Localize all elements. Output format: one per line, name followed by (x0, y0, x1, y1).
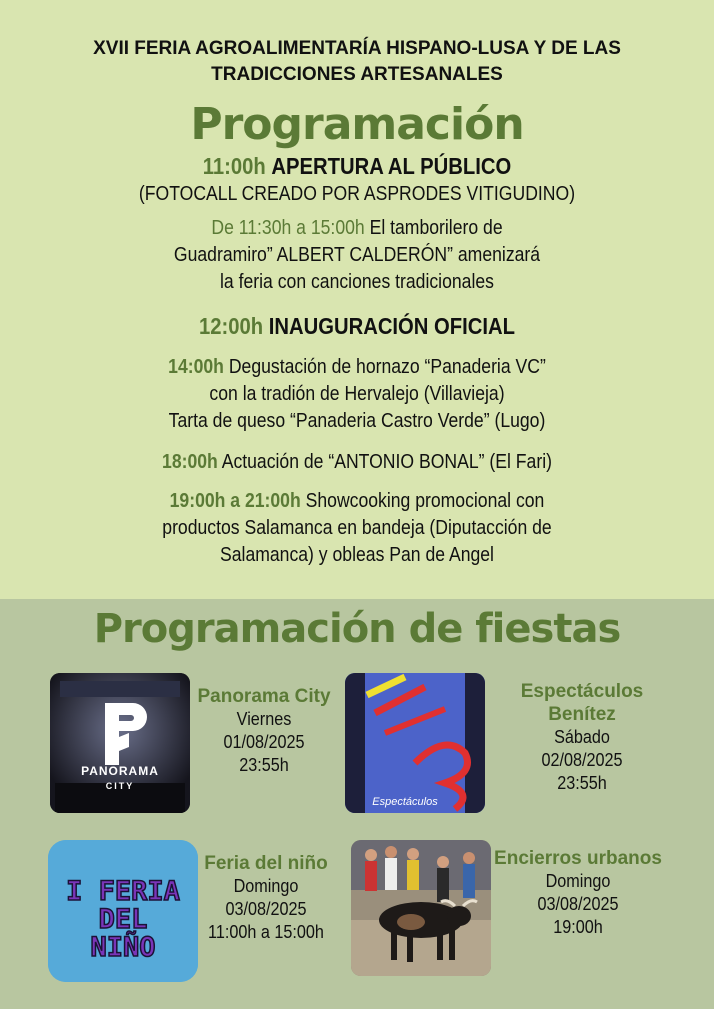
item-title: INAUGURACIÓN OFICIAL (268, 313, 516, 339)
event-feria-del-nino (198, 852, 334, 944)
program-item-showcooking (60, 488, 653, 569)
svg-text:I FERIA: I FERIA (66, 876, 180, 907)
item-line: Tarta de queso “Panaderia Castro Verde” (Lugo) (168, 410, 546, 432)
event-name: Espectáculos Benítez (520, 681, 644, 725)
event-name: Encierros urbanos (494, 848, 662, 869)
program-item-tamborilero (60, 215, 653, 296)
item-line: Guadramiro” ALBERT CALDERÓN” amenizará (173, 244, 541, 266)
item-text: Degustación de hornazo “Panaderia VC” (228, 356, 546, 378)
event-time: 23:55h (557, 773, 607, 793)
item-time: 12:00h (198, 313, 264, 339)
program-item-inauguration (60, 310, 653, 342)
espectaculos-benitez-image (345, 673, 485, 813)
event-header (20, 36, 694, 88)
espectaculos-logo (345, 673, 485, 813)
event-panorama-city (196, 685, 332, 777)
svg-text:PANORAMA: PANORAMA (81, 764, 159, 778)
feria-del-nino-logo (48, 840, 198, 982)
event-time: 19:00h (553, 917, 603, 937)
svg-text:DEL: DEL (98, 904, 148, 935)
item-title: APERTURA AL PÚBLICO (271, 153, 512, 179)
program-item-actuacion (60, 449, 653, 476)
program-item-degustacion (60, 354, 653, 435)
event-date: 02/08/2025 (541, 750, 623, 770)
program-title: Programación (190, 99, 524, 150)
event-name: Feria del niño (204, 853, 328, 874)
event-day: Domingo (233, 876, 299, 896)
svg-text:CITY: CITY (105, 781, 135, 791)
event-encierros-urbanos (494, 847, 662, 939)
item-text: Showcooking promocional con (305, 490, 545, 512)
event-day: Domingo (545, 871, 611, 891)
svg-text:Espectáculos: Espectáculos (372, 796, 438, 808)
event-time: 23:55h (239, 755, 289, 775)
bull-photo (351, 840, 491, 976)
event-day: Sábado (554, 727, 610, 747)
item-line: la feria con canciones tradicionales (220, 271, 494, 293)
svg-text:NIÑO: NIÑO (90, 932, 156, 963)
header-line-1: XVII FERIA AGROALIMENTARÍA HISPANO-LUSA Y DE LAS (93, 38, 621, 59)
item-time: De 11:30h a 15:00h (211, 217, 365, 239)
fiestas-title: Programación de fiestas (93, 606, 621, 652)
feria-del-nino-image (48, 840, 198, 982)
event-name: Panorama City (197, 686, 331, 707)
event-date: 03/08/2025 (225, 899, 307, 919)
event-espectaculos-benitez (486, 680, 678, 795)
item-time: 11:00h (202, 153, 266, 179)
item-text: El tamborilero de (369, 217, 503, 239)
header-line-2: TRADICCIONES ARTESANALES (211, 64, 503, 85)
encierros-urbanos-image (351, 840, 491, 976)
item-text: Actuación de “ANTONIO BONAL” (El Fari) (221, 451, 552, 473)
panorama-city-logo (50, 673, 190, 813)
event-date: 01/08/2025 (223, 732, 305, 752)
item-time: 19:00h a 21:00h (169, 490, 301, 512)
event-time: 11:00h a 15:00h (208, 922, 324, 942)
panorama-city-image (50, 673, 190, 813)
item-time: 14:00h (168, 356, 224, 378)
event-day: Viernes (236, 709, 292, 729)
program-item-opening (60, 151, 653, 208)
item-line: Salamanca) y obleas Pan de Angel (220, 544, 494, 566)
item-time: 18:00h (162, 451, 218, 473)
item-line: con la tradión de Hervalejo (Villavieja) (209, 383, 505, 405)
item-line: productos Salamanca en bandeja (Diputacción de (162, 517, 552, 539)
item-line: (FOTOCALL CREADO POR ASPRODES VITIGUDINO) (138, 183, 576, 205)
event-date: 03/08/2025 (537, 894, 619, 914)
